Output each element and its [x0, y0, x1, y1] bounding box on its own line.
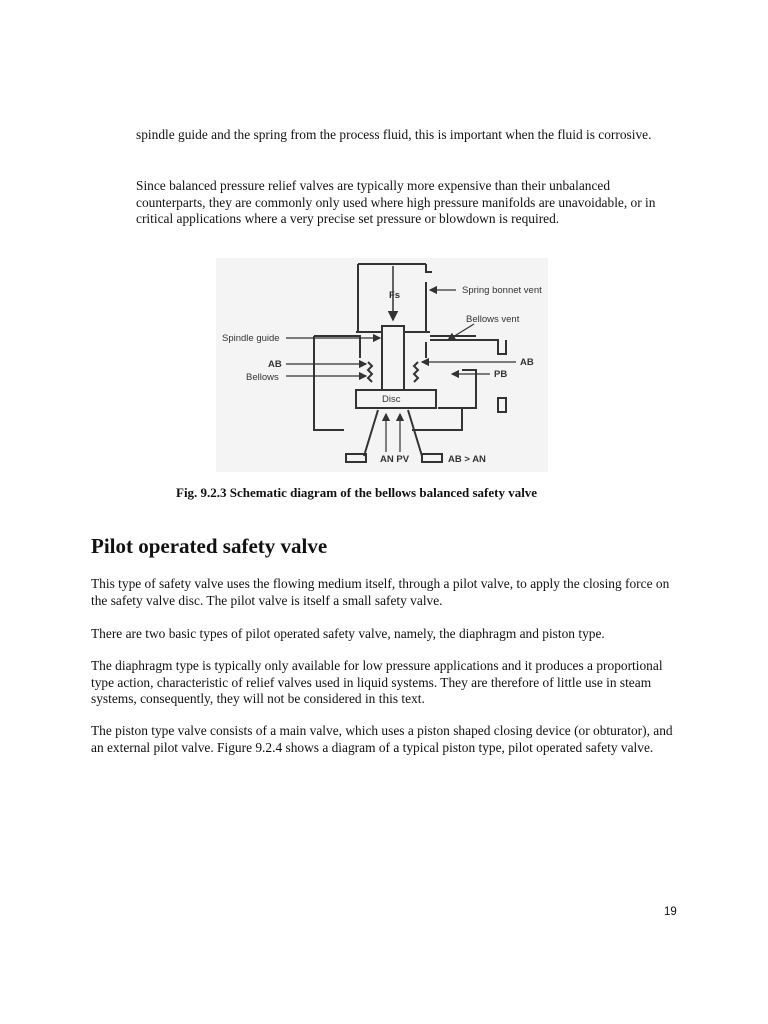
- paragraph-two-types: There are two basic types of pilot operated safety valve, namely, the diaphragm and piston type.: [91, 626, 605, 641]
- paragraph-piston-type: The piston type valve consists of a main valve, which uses a piston shaped closing device (or obturator), and an external pilot valve. Figure 9.2.4 shows a diagram of a typical piston type, pilot operated safety valve.: [91, 723, 673, 755]
- label-spindle-guide: Spindle guide: [222, 333, 280, 344]
- label-ab-right: AB: [520, 357, 534, 368]
- paragraph-balanced-valves: Since balanced pressure relief valves are typically more expensive than their unbalanced counterparts, they are commonly only used where high pressure manifolds are unavoidable, or in critical applications where a very precise set pressure or blowdown is required.: [136, 178, 656, 226]
- label-disc: Disc: [382, 394, 401, 405]
- label-spring-bonnet-vent: Spring bonnet vent: [462, 285, 542, 296]
- label-ab-left: AB: [268, 359, 282, 370]
- paragraph-pilot-intro: This type of safety valve uses the flowing medium itself, through a pilot valve, to apply the closing force on the safety valve disc. The pilot valve is itself a small safety valve.: [91, 576, 670, 608]
- label-ab-gt-an: AB > AN: [448, 454, 486, 465]
- figure-caption: Fig. 9.2.3 Schematic diagram of the bellows balanced safety valve: [176, 485, 538, 500]
- label-bellows-vent: Bellows vent: [466, 314, 520, 325]
- label-pb: PB: [494, 369, 508, 380]
- paragraph-spindle-guide: spindle guide and the spring from the process fluid, this is important when the fluid is corrosive.: [136, 127, 652, 142]
- page-number: 19: [664, 906, 677, 918]
- bellows-valve-diagram: [216, 258, 548, 472]
- section-heading: Pilot operated safety valve: [91, 534, 328, 558]
- bellows-valve-figure: [216, 258, 548, 472]
- paragraph-diaphragm-type: The diaphragm type is typically only available for low pressure applications and it produces a proportional type action, characteristic of relief valves used in liquid systems. They are therefore of little use in steam systems, consequently, they will not be considered in this text.: [91, 658, 663, 706]
- label-fs: Fs: [389, 290, 401, 301]
- label-an-pv: AN PV: [380, 454, 410, 465]
- label-bellows: Bellows: [246, 372, 279, 383]
